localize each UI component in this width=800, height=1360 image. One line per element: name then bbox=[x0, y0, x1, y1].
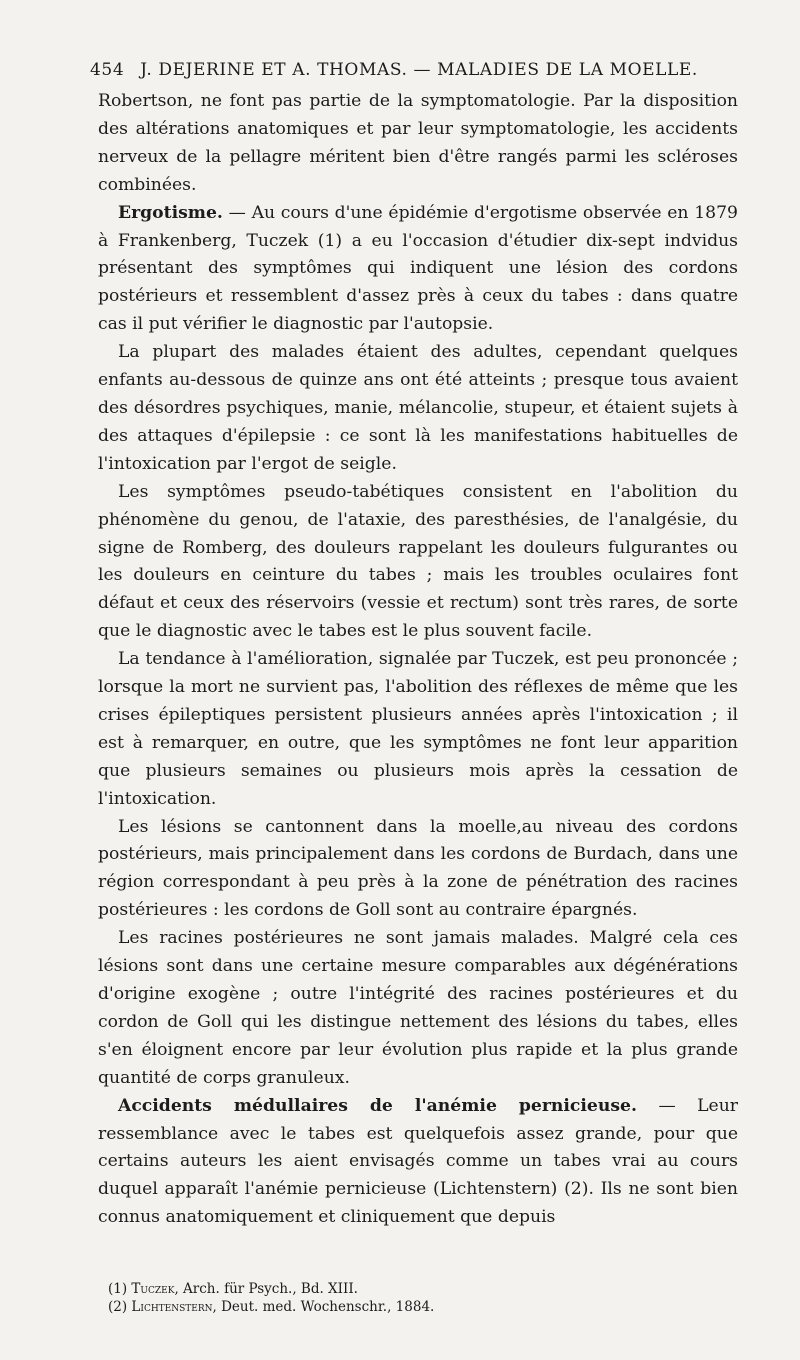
footnote-author: Lichtenstern bbox=[131, 1299, 213, 1315]
footnote-number: (1) bbox=[108, 1281, 128, 1297]
paragraph-text: Les symptômes pseudo-tabétiques consistent en l'abolition du phénomène du genou, de l'ataxie, des paresthésies, de l'analgésie, du signe de Romberg, des douleurs rappelant les douleurs fulgurantes ou les douleurs en ceinture du tabes ; mais les troubles oculaires font défaut et ceux des réservoirs (vessie et rectum) sont très rares, de sorte que le diagnostic avec le tabes est le plus souvent facile. bbox=[98, 481, 738, 642]
section-heading: Ergotisme. bbox=[118, 202, 223, 223]
paragraph-text: Robertson, ne font pas partie de la symptomatologie. Par la disposition des altérations anatomiques et par leur symptomatologie, les accidents nerveux de la pellagre méritent bien d'être rangés parmi les scléroses combinées. bbox=[98, 91, 738, 195]
footnote-source: , Deut. med. Wochenschr., 1884. bbox=[212, 1299, 435, 1315]
paragraph bbox=[98, 646, 738, 813]
paragraph bbox=[98, 1093, 738, 1233]
paragraph bbox=[98, 925, 738, 1092]
paragraph-text: La plupart des malades étaient des adultes, cependant quelques enfants au-dessous de quinze ans ont été atteints ; presque tous avaient des désordres psychiques, manie, mélancolie, stupeur, et étaient sujets à des attaques d'épilepsie : ce sont là les manifestations habituelles de l'intoxication par l'ergot de seigle. bbox=[98, 342, 738, 474]
footnote bbox=[108, 1298, 738, 1316]
paragraph bbox=[98, 88, 738, 200]
paragraph-text: Les racines postérieures ne sont jamais malades. Malgré cela ces lésions sont dans une certaine mesure comparables aux dégénérations d'origine exogène ; outre l'intégrité des racines postérieures et du cordon de Goll qui les distingue nettement des lésions du tabes, elles s'en éloignent encore par leur évolution plus rapide et la plus grande quantité de corps granuleux. bbox=[98, 928, 738, 1088]
paragraph-text: Les lésions se cantonnent dans la moelle,au niveau des cordons postérieurs, mais principalement dans les cordons de Burdach, dans une région correspondant à peu près à la zone de pénétration des racines postérieures : les cordons de Goll sont au contraire épargnés. bbox=[98, 816, 738, 921]
paragraph-text: — Au cours d'une épidémie d'ergotisme observée en 1879 à Frankenberg, Tuczek (1) a eu l'occasion d'étudier dix-sept indvidus présentant des symptômes qui indiquent une lésion des cordons postérieurs et ressemblent d'assez près à ceux du tabes : dans quatre cas il put vérifier le diagnostic par l'autopsie. bbox=[98, 202, 738, 335]
paragraph bbox=[98, 814, 738, 926]
footnote-number: (2) bbox=[108, 1299, 128, 1315]
paragraph bbox=[98, 339, 738, 479]
body-text bbox=[98, 88, 738, 1232]
paragraph-text: — Leur ressemblance avec le tabes est quelquefois assez grande, pour que certains auteurs les aient envisagés comme un tabes vrai au cours duquel apparaît l'anémie pernicieuse (Lichtenstern) (2). Ils ne sont bien connus anatomiquement et cliniquement que depuis bbox=[98, 1095, 738, 1228]
page-number: 454 bbox=[90, 60, 125, 80]
footnote-author: Tuczek bbox=[131, 1281, 175, 1297]
running-header bbox=[90, 60, 698, 80]
footnotes bbox=[108, 1280, 738, 1316]
paragraph bbox=[98, 200, 738, 340]
footnote-source: , Arch. für Psych., Bd. XIII. bbox=[174, 1281, 358, 1297]
paragraph bbox=[98, 479, 738, 646]
running-title: J. DEJERINE ET A. THOMAS. — MALADIES DE LA MOELLE. bbox=[140, 60, 698, 80]
footnote bbox=[108, 1280, 738, 1298]
section-heading: Accidents médullaires de l'anémie pernicieuse. bbox=[118, 1095, 637, 1116]
paragraph-text: La tendance à l'amélioration, signalée par Tuczek, est peu prononcée ; lorsque la mort ne survient pas, l'abolition des réflexes de même que les crises épileptiques persistent plusieurs années après l'intoxication ; il est à remarquer, en outre, que les symptômes ne font leur apparition que plusieurs semaines ou plusieurs mois après la cessation de l'intoxication. bbox=[98, 649, 738, 809]
